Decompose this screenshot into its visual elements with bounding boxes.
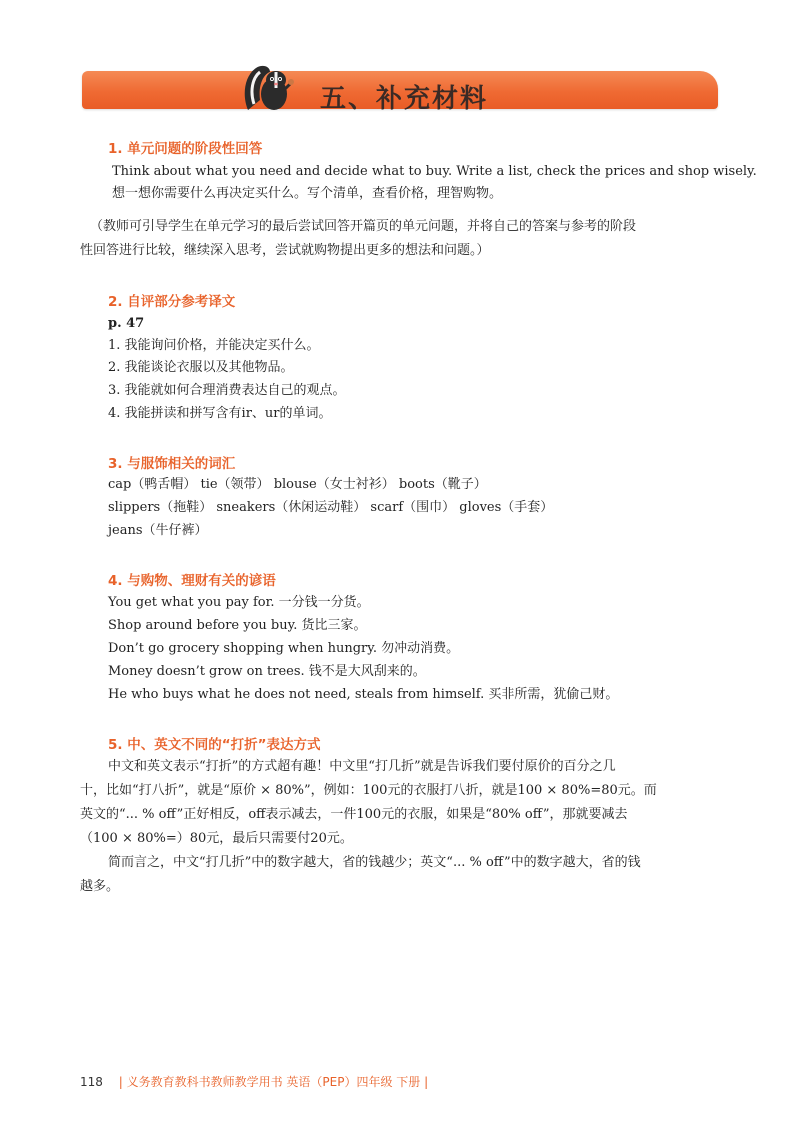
vocab-line: slippers（拖鞋） sneakers（休闲运动鞋） scarf（围巾） gloves（手套）: [108, 500, 554, 515]
section-2-item: 3. 我能就如何合理消费表达自己的观点。: [108, 383, 346, 398]
proverb-line: You get what you pay for. 一分钱一分货。: [108, 595, 370, 610]
vocab-line: jeans（牛仔裤）: [108, 523, 208, 538]
proverb-line: He who buys what he does not need, steals from himself. 买非所需，犹偷己财。: [108, 687, 619, 702]
section-1-note-line-2: 性回答进行比较，继续深入思考，尝试就购物提出更多的想法和问题。）: [80, 243, 490, 258]
section-2-item: 2. 我能谈论衣服以及其他物品。: [108, 360, 294, 375]
vocab-line: cap（鸭舌帽） tie（领带） blouse（女士衬衫） boots（靴子）: [108, 477, 487, 492]
section-5-title: 5. 中、英文不同的“打折”表达方式: [108, 737, 321, 753]
section-2-item: 1. 我能询问价格，并能决定买什么。: [108, 338, 320, 353]
proverb-line: Don’t go grocery shopping when hungry. 勿冲动消费。: [108, 641, 460, 656]
section-3-title: 3. 与服饰相关的词汇: [108, 456, 236, 472]
proverb-line: Shop around before you buy. 货比三家。: [108, 618, 367, 633]
discount-paragraph-1-line-2: 十，比如“打八折”，就是“原价 × 80%”，例如：100元的衣服打八折，就是100 × 80%=80元。而: [80, 783, 657, 798]
section-1-note-line-1: （教师可引导学生在单元学习的最后尝试回答开篇页的单元问题，并将自己的答案与参考的阶段: [90, 219, 637, 234]
page-footer: [80, 1073, 428, 1090]
section-2-page-ref: p. 47: [108, 316, 145, 331]
section-1-english: Think about what you need and decide what to buy. Write a list, check the prices and shop wisely.: [112, 164, 757, 179]
section-2-title: 2. 自评部分参考译文: [108, 294, 236, 310]
discount-paragraph-2-line-1: 简而言之，中文“打几折”中的数字越大，省的钱越少；英文“... % off”中的数字越大，省的钱: [108, 855, 641, 870]
proverb-line: Money doesn’t grow on trees. 钱不是大风刮来的。: [108, 664, 426, 679]
discount-paragraph-1-line-4: （100 × 80%=）80元，最后只需要付20元。: [80, 831, 353, 846]
section-1-chinese: 想一想你需要什么再决定买什么。写个清单，查看价格，理智购物。: [112, 186, 503, 201]
footer-book-title: | 义务教育教科书教师教学用书 英语（PEP）四年级 下册 |: [118, 1075, 429, 1089]
discount-paragraph-1-line-3: 英文的“... % off”正好相反，off表示减去，一件100元的衣服，如果是“80% off”，那就要减去: [80, 807, 628, 822]
page-title: 五、补充材料: [320, 84, 489, 114]
discount-paragraph-1-line-1: 中文和英文表示“打折”的方式超有趣！中文里“打几折”就是告诉我们要付原价的百分之几: [108, 759, 616, 774]
page-number: 118: [80, 1075, 103, 1089]
section-2-item: 4. 我能拼读和拼写含有ir、ur的单词。: [108, 406, 332, 421]
discount-paragraph-2-line-2: 越多。: [80, 879, 120, 894]
section-4-title: 4. 与购物、理财有关的谚语: [108, 573, 276, 589]
section-1-title: 1. 单元问题的阶段性回答: [108, 141, 263, 157]
skunk-mascot-icon: [240, 60, 294, 116]
